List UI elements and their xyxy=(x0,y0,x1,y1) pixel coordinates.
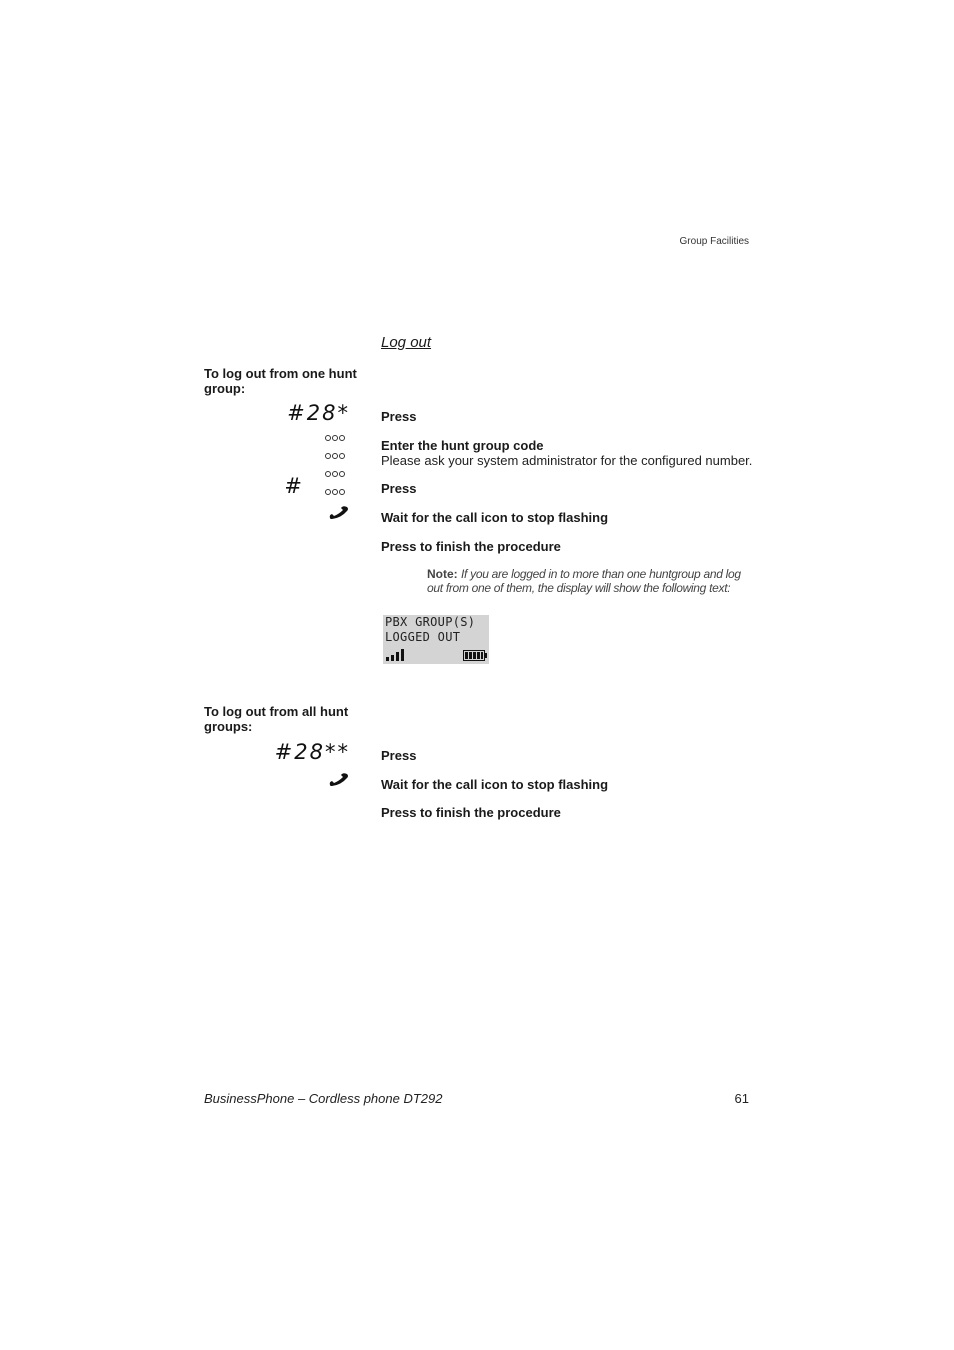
hash-key: # xyxy=(284,474,304,498)
one-group-code: #28* xyxy=(287,401,350,425)
step-finish: Press to finish the procedure xyxy=(381,539,561,554)
note-label: Note: xyxy=(427,567,458,581)
step-press-code: Press xyxy=(381,409,417,424)
footer-title: BusinessPhone – Cordless phone DT292 xyxy=(204,1091,443,1106)
signal-strength-icon xyxy=(386,649,406,661)
phone-display xyxy=(383,615,489,664)
page-number: 61 xyxy=(734,1091,749,1106)
step-enter-hint: Please ask your system administrator for the configured number. xyxy=(381,453,753,468)
step-press-hash: Press xyxy=(381,481,417,496)
display-line-1: PBX GROUP(S) xyxy=(385,615,476,629)
note xyxy=(427,567,752,595)
note-text: If you are logged in to more than one huntgroup and log out from one of them, the display will show the following text: xyxy=(427,567,741,595)
handset-icon xyxy=(328,773,350,792)
display-line-2: LOGGED OUT xyxy=(385,630,461,644)
all-groups-code: #28** xyxy=(274,740,350,764)
step-all-finish: Press to finish the procedure xyxy=(381,805,561,820)
step-all-wait-icon: Wait for the call icon to stop flashing xyxy=(381,777,609,792)
handset-icon xyxy=(328,506,350,525)
battery-icon xyxy=(463,650,487,661)
section-title: Log out xyxy=(381,334,432,351)
keypad-icon xyxy=(325,429,351,501)
all-groups-label: To log out from all hunt groups: xyxy=(204,704,349,734)
one-group-label: To log out from one hunt group: xyxy=(204,366,357,396)
step-press-all-code: Press xyxy=(381,748,417,763)
step-enter-code: Enter the hunt group code xyxy=(381,438,544,453)
running-header: Group Facilities xyxy=(679,236,749,247)
step-wait-icon: Wait for the call icon to stop flashing xyxy=(381,510,609,525)
